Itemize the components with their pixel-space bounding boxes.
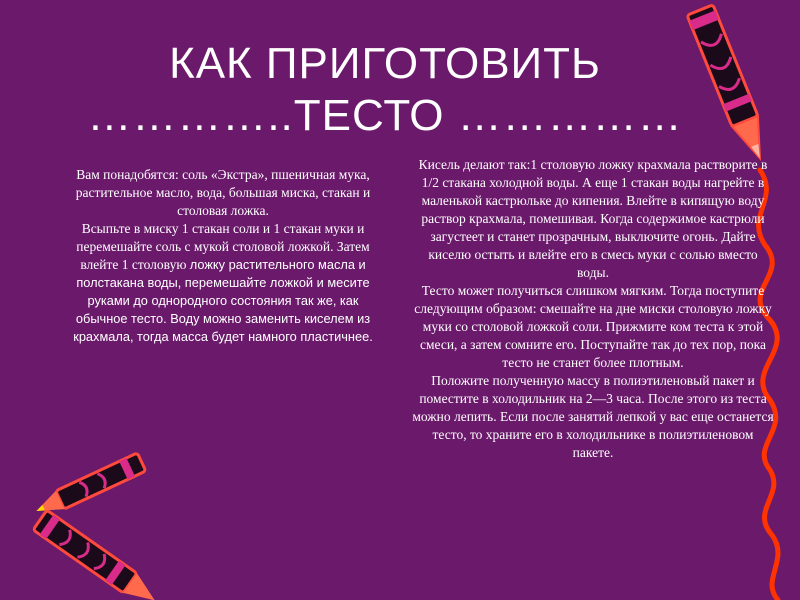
instructions-sans-part: ложку растительного масла и полстакана воды, перемешайте ложкой и месите руками до однородного состояния так же, как обычное тесто. Воду можно заменить киселем из крахмала, тогда масса будет намного пластичнее. <box>73 257 373 344</box>
ingredients-paragraph: Вам понадобятся: соль «Экстра», пшеничная мука, растительное масло, вода, большая миска, стакан и столовая ложка. <box>75 167 371 218</box>
left-text-column <box>62 166 384 346</box>
instructions-paragraph <box>62 220 384 346</box>
slide-title <box>60 38 710 142</box>
storage-paragraph: Положите полученную массу в полиэтиленовый пакет и поместите в холодильник на 2—3 часа. После этого из теста можно лепить. Если после занятий лепкой у вас еще останется тесто, то храните его в холодильнике в полиэтиленовом пакете. <box>412 373 774 460</box>
right-text-column <box>412 156 774 462</box>
title-line-1: КАК ПРИГОТОВИТЬ <box>169 39 601 88</box>
title-line-2: …………..ТЕСТО …………… <box>87 91 683 140</box>
soft-dough-paragraph: Тесто может получиться слишком мягким. Тогда поступите следующим образом: смешайте на дне миски столовую ложку муки со столовой ложкой соли. Прижмите ком теста к этой смеси, а затем сомните его. Поступайте так до тех пор, пока тесто не станет более плотным. <box>414 283 772 370</box>
instructions-serif-part: Всыпьте в миску 1 стакан соли и 1 стакан муки и перемешайте соль с мукой столовой ложкой. Затем влейте 1 столовую <box>76 221 370 272</box>
kissel-paragraph: Кисель делают так:1 столовую ложку крахмала растворите в 1/2 стакана холодной воды. А еще 1 стакан воды нагрейте в маленькой кастрюльке до кипения. Влейте в кипящую воду раствор крахмала, помешивая. Когда содержимое кастрюли загустеет и станет прозрачным, выключите огонь. Дайте киселю остыть и влейте его в смесь муки с солью вместо воды. <box>418 157 768 280</box>
